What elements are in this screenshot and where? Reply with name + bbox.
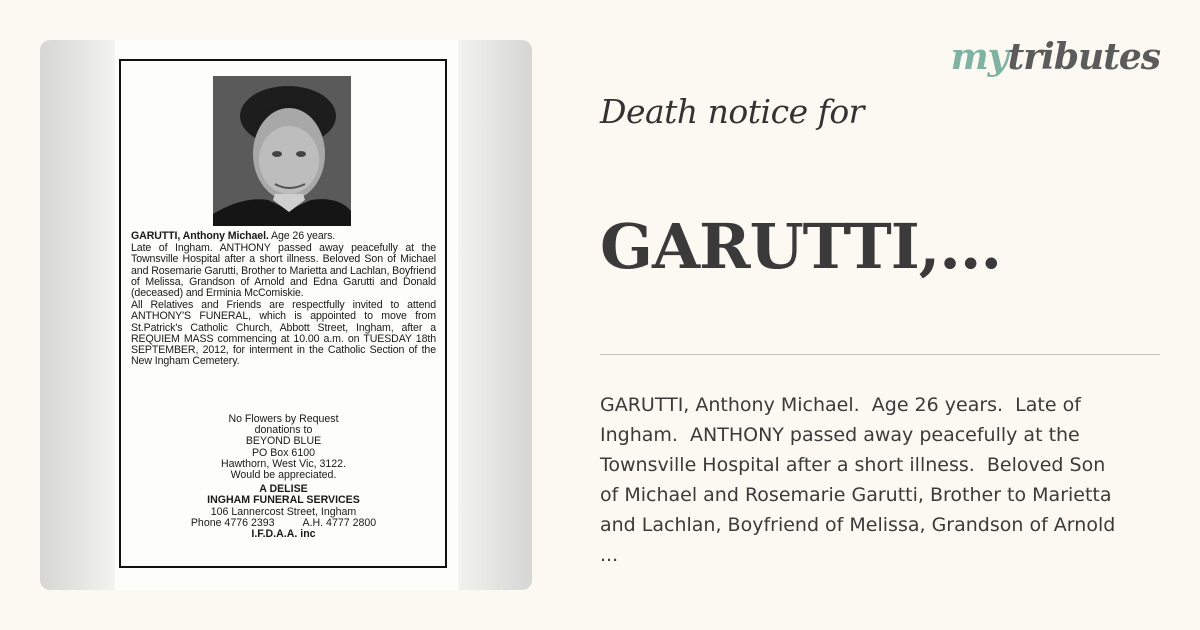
notice-paragraph-1: Late of Ingham. ANTHONY passed away peacefully at the Townsville Hospital after a short illness. Beloved Son of Michael and Rosemarie Garutti, Brother to Marietta and Lachlan, Boyfriend of Melissa, Grandson of Arnold and Edna Garutti and Donald (deceased) and Erminia McComiskie. xyxy=(131,242,437,300)
deceased-name: GARUTTI,... xyxy=(600,210,1002,283)
deceased-photo xyxy=(213,76,351,226)
notice-flowers: No Flowers by Request xyxy=(228,413,339,425)
newspaper-clipping xyxy=(115,40,458,590)
mytributes-logo[interactable] xyxy=(951,36,1160,78)
notice-phone: Phone 4776 2393 xyxy=(190,516,275,529)
notice-donations-to: donations to xyxy=(254,424,313,437)
notice-age: Age 26 years. xyxy=(268,230,336,242)
notice-paragraph-2: All Relatives and Friends are respectfully invited to attend ANTHONY'S FUNERAL, which is appointed to move from St.Patrick's Catholic Church, Abbott Street, Ingham, after a REQUIEM MASS commencing at 10.00 a.m. on TUESDAY 18th SEPTEMBER, 2012, for interment in the Catholic Section of the New Ingham Cemetery. xyxy=(131,299,436,368)
logo-tributes: tributes xyxy=(1007,36,1160,78)
notice-address: Hawthorn, West Vic, 3122. xyxy=(220,457,347,470)
notice-street: 106 Lannercost Street, Ingham xyxy=(210,505,357,518)
notice-ifdaa: I.F.D.A.A. inc xyxy=(251,528,316,541)
notice-donations xyxy=(131,414,436,540)
notice-director: A DELISE xyxy=(259,483,308,496)
notice-charity: BEYOND BLUE xyxy=(245,435,322,448)
notice-body xyxy=(131,231,436,368)
logo-my: my xyxy=(950,36,1008,78)
notice-appreciated: Would be appreciated. xyxy=(230,469,337,482)
notice-border xyxy=(119,59,447,568)
notice-after-hours: A.H. 4777 2800 xyxy=(302,516,377,529)
notice-clipping-image xyxy=(40,40,532,590)
notice-funeral-home: INGHAM FUNERAL SERVICES xyxy=(207,494,360,507)
notice-for-heading: Death notice for xyxy=(600,92,864,131)
notice-po-box: PO Box 6100 xyxy=(251,446,315,459)
divider xyxy=(600,354,1160,355)
notice-excerpt: GARUTTI, Anthony Michael. Age 26 years. Late of Ingham. ANTHONY passed away peacefully at the Townsville Hospital after a short illness. Beloved Son of Michael and Rosemarie Garutti, Brother to Marietta and Lachlan, Boyfriend of Melissa, Grandson of Arnold ... xyxy=(600,394,1116,566)
notice-name-line: GARUTTI, Anthony Michael. xyxy=(131,230,269,242)
